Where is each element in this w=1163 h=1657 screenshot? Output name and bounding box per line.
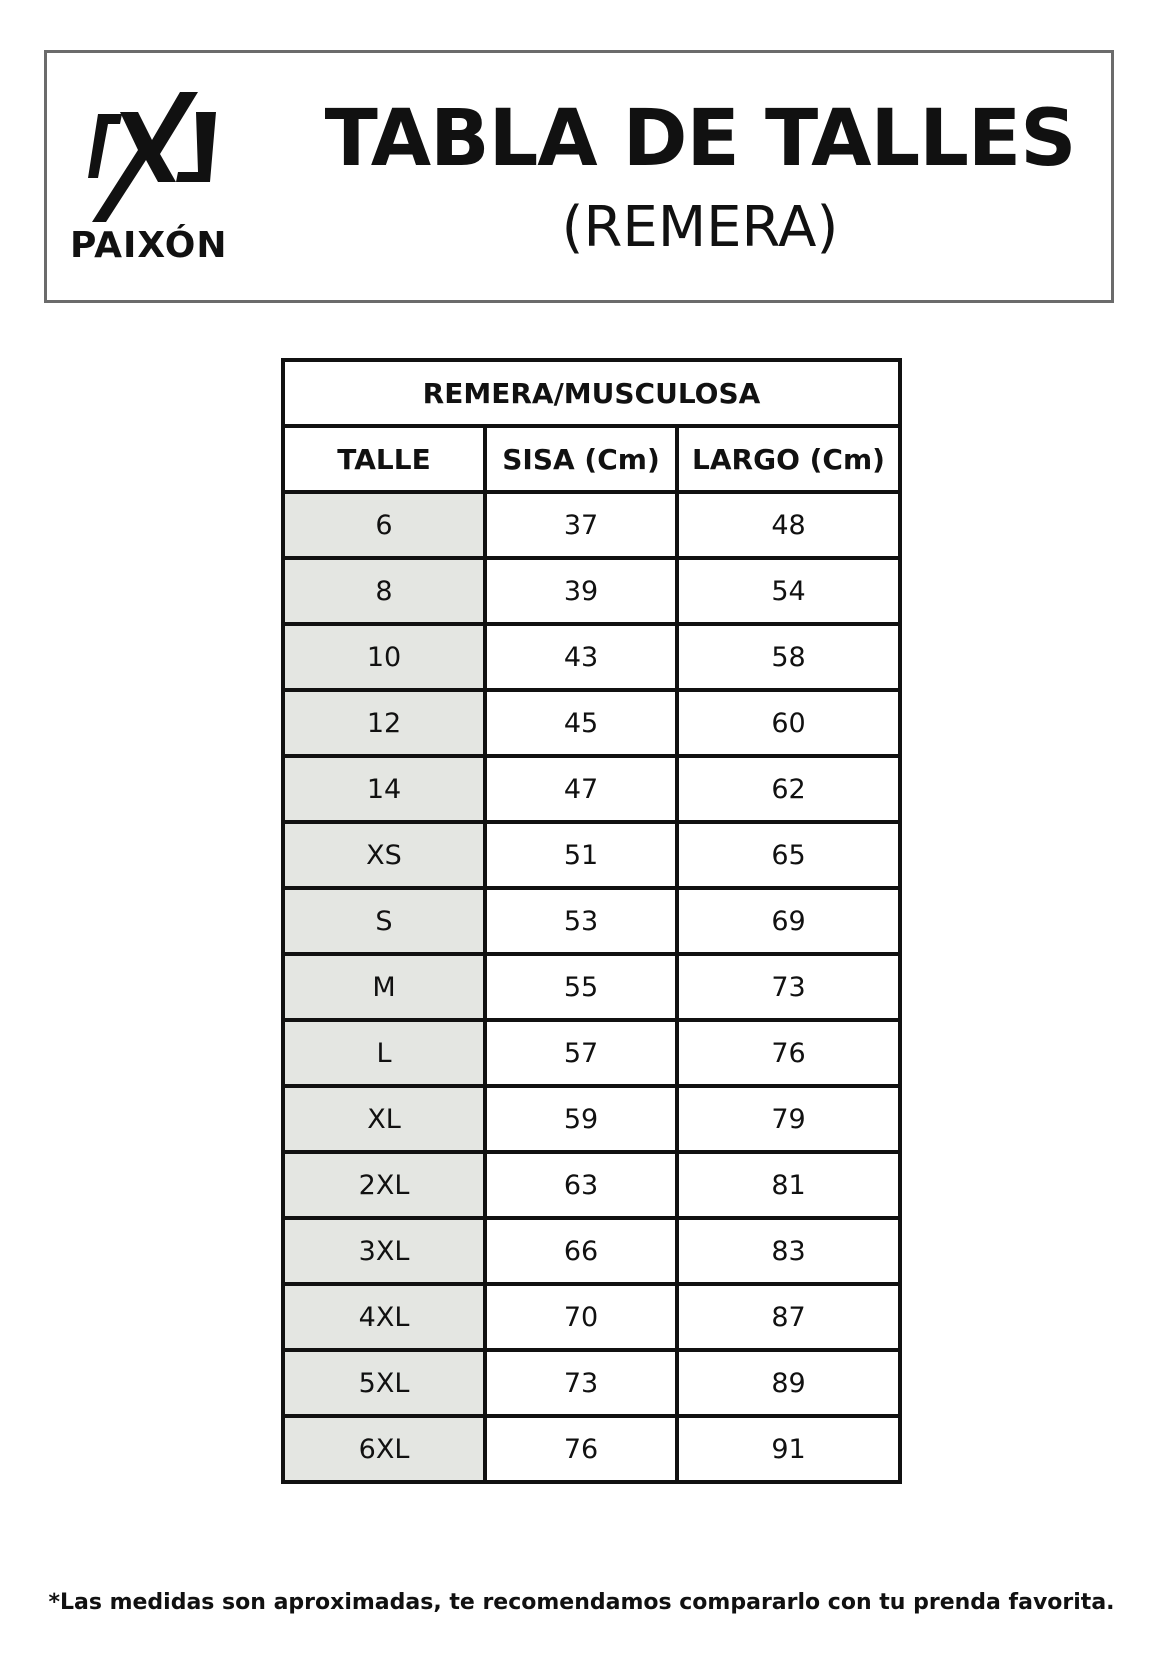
cell-largo: 65 bbox=[677, 822, 900, 888]
table-row bbox=[283, 1416, 900, 1482]
table-row bbox=[283, 558, 900, 624]
table-row bbox=[283, 954, 900, 1020]
cell-largo: 79 bbox=[677, 1086, 900, 1152]
cell-sisa: 70 bbox=[485, 1284, 677, 1350]
table-row bbox=[283, 492, 900, 558]
cell-talle: L bbox=[283, 1020, 485, 1086]
paixon-x1-logo-icon bbox=[80, 82, 220, 222]
cell-sisa: 53 bbox=[485, 888, 677, 954]
cell-largo: 76 bbox=[677, 1020, 900, 1086]
cell-sisa: 66 bbox=[485, 1218, 677, 1284]
table-row bbox=[283, 1152, 900, 1218]
cell-talle: S bbox=[283, 888, 485, 954]
cell-largo: 69 bbox=[677, 888, 900, 954]
cell-sisa: 37 bbox=[485, 492, 677, 558]
table-row bbox=[283, 1086, 900, 1152]
page-subtitle: (REMERA) bbox=[561, 195, 839, 260]
cell-sisa: 57 bbox=[485, 1020, 677, 1086]
cell-talle: 10 bbox=[283, 624, 485, 690]
table-body bbox=[283, 492, 900, 1482]
cell-largo: 62 bbox=[677, 756, 900, 822]
size-table bbox=[281, 358, 902, 1484]
cell-sisa: 45 bbox=[485, 690, 677, 756]
cell-talle: XL bbox=[283, 1086, 485, 1152]
cell-talle: 6XL bbox=[283, 1416, 485, 1482]
table-row bbox=[283, 1020, 900, 1086]
table-row bbox=[283, 888, 900, 954]
cell-largo: 73 bbox=[677, 954, 900, 1020]
cell-talle: 8 bbox=[283, 558, 485, 624]
table-header-row bbox=[283, 426, 900, 492]
table-row bbox=[283, 1350, 900, 1416]
cell-largo: 87 bbox=[677, 1284, 900, 1350]
table-row bbox=[283, 1284, 900, 1350]
cell-largo: 58 bbox=[677, 624, 900, 690]
table-row bbox=[283, 624, 900, 690]
page-title: TABLA DE TALLES bbox=[324, 94, 1076, 184]
cell-talle: 5XL bbox=[283, 1350, 485, 1416]
cell-talle: 4XL bbox=[283, 1284, 485, 1350]
brand-name: PAIXÓN bbox=[70, 225, 228, 266]
cell-sisa: 51 bbox=[485, 822, 677, 888]
cell-talle: M bbox=[283, 954, 485, 1020]
table-caption: REMERA/MUSCULOSA bbox=[283, 360, 900, 426]
cell-largo: 54 bbox=[677, 558, 900, 624]
cell-sisa: 47 bbox=[485, 756, 677, 822]
table-row bbox=[283, 822, 900, 888]
cell-sisa: 73 bbox=[485, 1350, 677, 1416]
cell-largo: 83 bbox=[677, 1218, 900, 1284]
column-header-sisa: SISA (Cm) bbox=[485, 426, 677, 492]
cell-talle: 2XL bbox=[283, 1152, 485, 1218]
cell-largo: 91 bbox=[677, 1416, 900, 1482]
cell-largo: 81 bbox=[677, 1152, 900, 1218]
cell-talle: 14 bbox=[283, 756, 485, 822]
column-header-largo: LARGO (Cm) bbox=[677, 426, 900, 492]
cell-talle: 6 bbox=[283, 492, 485, 558]
size-table-wrapper bbox=[281, 358, 898, 1484]
table-row bbox=[283, 690, 900, 756]
table-row bbox=[283, 756, 900, 822]
table-row bbox=[283, 1218, 900, 1284]
cell-sisa: 43 bbox=[485, 624, 677, 690]
cell-sisa: 55 bbox=[485, 954, 677, 1020]
footnote: *Las medidas son aproximadas, te recomendamos compararlo con tu prenda favorita. bbox=[48, 1590, 1115, 1615]
cell-largo: 89 bbox=[677, 1350, 900, 1416]
cell-largo: 60 bbox=[677, 690, 900, 756]
cell-sisa: 39 bbox=[485, 558, 677, 624]
cell-sisa: 76 bbox=[485, 1416, 677, 1482]
cell-talle: 12 bbox=[283, 690, 485, 756]
cell-sisa: 63 bbox=[485, 1152, 677, 1218]
cell-largo: 48 bbox=[677, 492, 900, 558]
column-header-talle: TALLE bbox=[283, 426, 485, 492]
table-caption-row bbox=[283, 360, 900, 426]
cell-sisa: 59 bbox=[485, 1086, 677, 1152]
cell-talle: XS bbox=[283, 822, 485, 888]
cell-talle: 3XL bbox=[283, 1218, 485, 1284]
brand-logo bbox=[70, 82, 230, 272]
